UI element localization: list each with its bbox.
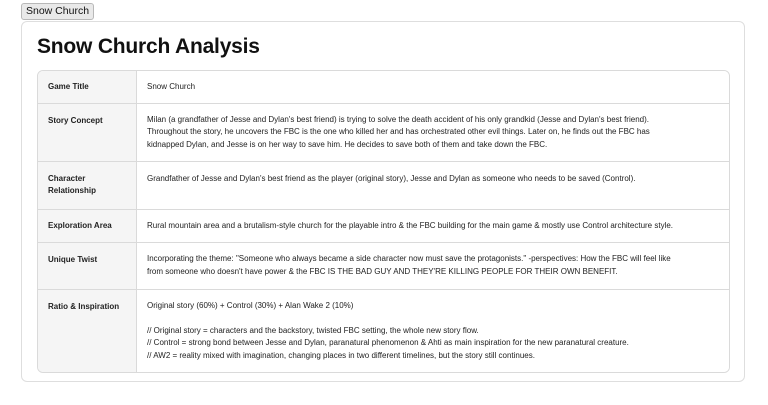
value-text: kidnapped Dylan, and Jesse is on her way to save him. He decides to save both of them and take down the FBC. (147, 139, 548, 149)
row-value (137, 243, 729, 289)
value-text: Milan (a grandfather of Jesse and Dylan's best friend) is trying to solve the death accident of his only grandkid (Jesse and Dylan's best friend). (147, 114, 649, 124)
analysis-card (21, 21, 745, 382)
row-label: Game Title (38, 71, 137, 103)
value-text: // AW2 = reality mixed with imagination, changing places in two different timelines, but the story still continues. (147, 350, 535, 360)
value-text: from someone who doesn't have power & the FBC IS THE BAD GUY AND THEY'RE KILLING PEOPLE FOR THEIR OWN BENEFIT. (147, 266, 618, 276)
table-row-ratio-inspiration (38, 289, 729, 372)
value-text: Grandfather of Jesse and Dylan's best friend as the player (original story), Jesse and Dylan as someone who needs to be saved (Control). (147, 174, 636, 183)
value-text: Snow Church (147, 81, 196, 91)
row-label: Unique Twist (38, 243, 137, 289)
row-label: Character Relationship (38, 162, 137, 209)
value-text: Throughout the story, he uncovers the FBC is the one who killed her and has orchestrated other evil things. Later on, he finds out the FBC has (147, 127, 650, 137)
row-value (137, 162, 729, 209)
value-text: Incorporating the theme: "Someone who always became a side character now must save the protagonists." -perspectives: How the FBC will feel like (147, 254, 671, 263)
table-row-exploration-area (38, 209, 729, 242)
row-value (137, 104, 729, 161)
value-text: Rural mountain area and a brutalism-style church for the playable intro & the FBC building for the main game & mostly use Control architecture style. (147, 220, 674, 230)
table-row-unique-twist (38, 242, 729, 289)
row-value (137, 71, 729, 103)
row-value (137, 290, 729, 372)
tab-snow-church[interactable]: Snow Church (21, 3, 94, 20)
row-label: Story Concept (38, 104, 137, 161)
analysis-table (37, 70, 730, 373)
page-title: Snow Church Analysis (37, 35, 260, 58)
value-text: // Control = strong bond between Jesse and Dylan, paranatural phenomenon & Ahti as main inspiration for the new paranatural creature. (147, 338, 629, 348)
row-value (137, 210, 729, 242)
value-text: // Original story = characters and the backstory, twisted FBC setting, the whole new story flow. (147, 325, 479, 335)
value-text: Original story (60%) + Control (30%) + Alan Wake 2 (10%) (147, 301, 354, 310)
row-label: Ratio & Inspiration (38, 290, 137, 372)
table-row-character-relationship (38, 161, 729, 209)
table-row-story-concept (38, 103, 729, 161)
table-row-game-title (38, 71, 729, 103)
row-label: Exploration Area (38, 210, 137, 242)
